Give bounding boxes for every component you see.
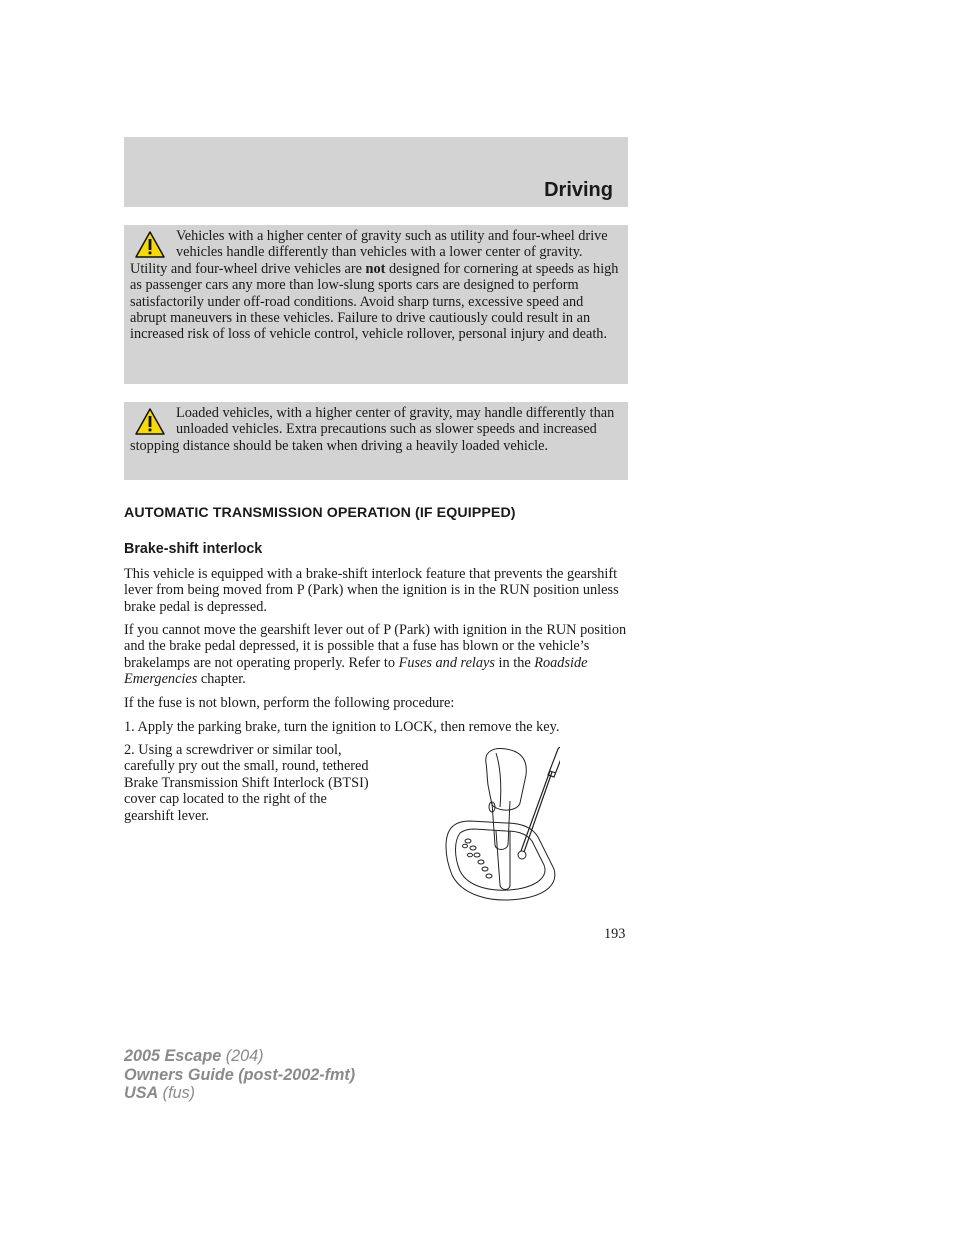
warning-text: Vehicles with a higher center of gravity such as utility and four-wheel drive vehicles handle differently than vehicles with a lower center of gravity. Utility and four-wheel drive vehicles are	[130, 228, 608, 277]
footer-guide: Owners Guide (post-2002-fmt)	[124, 1065, 356, 1084]
paragraph: If the fuse is not blown, perform the following procedure:	[124, 695, 455, 711]
paragraph-text: chapter.	[197, 671, 246, 688]
paragraph-fuse	[124, 622, 630, 688]
paragraph: This vehicle is equipped with a brake-shift interlock feature that prevents the gearshift lever from being moved from P (Park) when the ignition is in the RUN position unless brake pedal is depressed.	[124, 566, 619, 615]
footer-market-code: (fus)	[158, 1084, 196, 1102]
warning-box-loaded	[124, 402, 628, 480]
document-footer	[124, 1047, 355, 1103]
footer-model-code: (204)	[221, 1047, 264, 1065]
warning-triangle-icon	[134, 230, 166, 260]
reference-roadside-emergencies: Roadside Emergencies	[124, 654, 588, 688]
footer-line-model	[124, 1047, 355, 1066]
gearshift-screwdriver-illustration	[440, 745, 560, 905]
paragraph-text: If you cannot move the gearshift lever out of P (Park) with ignition in the RUN position and the brake pedal depressed, it is possible that a fuse has blown or the vehicle’s brakelamps are not operating properly. Refer to	[124, 622, 627, 671]
warning-box-rollover	[124, 225, 628, 384]
reference-fuses-and-relays: Fuses and relays	[398, 654, 495, 671]
warning-emphasis: not	[365, 260, 386, 277]
section-heading: AUTOMATIC TRANSMISSION OPERATION (IF EQUIPPED)	[124, 505, 516, 521]
footer-model: 2005 Escape	[124, 1047, 222, 1065]
page-number: 193	[604, 926, 626, 942]
paragraph-text: in the	[494, 654, 535, 671]
warning-text-continued: designed for cornering at speeds as high as passenger cars any more than low-slung sports cars are designed to perform satisfactorily under off-road conditions. Avoid sharp turns, excessive speed and abrupt maneuvers in these vehicles. Failure to drive cautiously could result in an increased risk of loss of vehicle control, vehicle rollover, personal injury and death.	[130, 260, 619, 343]
footer-market: USA	[124, 1084, 159, 1102]
procedure-step-2: 2. Using a screwdriver or similar tool, carefully pry out the small, round, tethered Brake Transmission Shift Interlock (BTSI) cover cap located to the right of the gearshift lever.	[124, 742, 369, 824]
footer-line-market	[124, 1084, 355, 1103]
chapter-title: Driving	[544, 179, 613, 201]
procedure-step-1: 1. Apply the parking brake, turn the ignition to LOCK, then remove the key.	[124, 719, 560, 735]
footer-line-guide	[124, 1066, 355, 1085]
subsection-heading: Brake-shift interlock	[124, 541, 263, 557]
warning-text: Loaded vehicles, with a higher center of gravity, may handle differently than unloaded vehicles. Extra precautions such as slower speeds and increased stopping distance should be taken when driving a heavily loaded vehicle.	[130, 405, 615, 454]
chapter-header	[124, 137, 628, 207]
warning-triangle-icon	[134, 407, 166, 437]
